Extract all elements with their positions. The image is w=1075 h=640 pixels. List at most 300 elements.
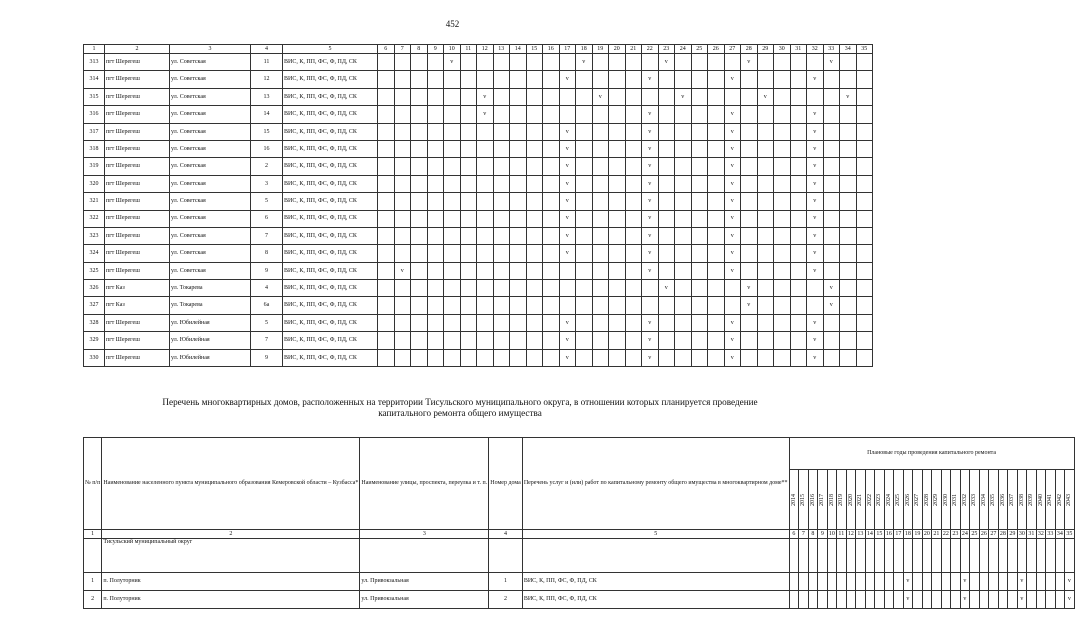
year-cell xyxy=(790,227,807,244)
year-cell xyxy=(827,573,837,591)
street-cell: ул. Советская xyxy=(170,210,251,227)
page-number: 452 xyxy=(445,19,460,29)
year-header xyxy=(865,470,875,530)
group-empty-cell xyxy=(818,539,828,573)
year-cell xyxy=(576,262,593,279)
column-number: 30 xyxy=(774,45,791,54)
year-cell xyxy=(774,245,791,262)
repair-mark: v xyxy=(559,332,576,349)
repair-mark: v xyxy=(807,140,824,157)
year-cell xyxy=(543,227,560,244)
column-number: 1 xyxy=(84,530,102,539)
year-label: 2033 xyxy=(971,493,978,506)
house-number-cell: 8 xyxy=(251,245,283,262)
year-cell xyxy=(790,314,807,331)
year-cell xyxy=(378,123,395,140)
year-cell xyxy=(807,88,824,105)
year-cell xyxy=(477,123,494,140)
column-number: 27 xyxy=(990,530,997,537)
year-cell xyxy=(394,297,411,314)
house-number-cell: 6а xyxy=(251,297,283,314)
year-cell xyxy=(741,123,758,140)
column-number: 12 xyxy=(477,45,494,54)
year-cell xyxy=(559,297,576,314)
year-cell xyxy=(708,71,725,88)
table-row xyxy=(84,349,873,366)
year-cell xyxy=(493,332,510,349)
column-number: 15 xyxy=(526,45,543,54)
repair-mark: v xyxy=(559,175,576,192)
street-cell: ул. Советская xyxy=(170,88,251,105)
year-cell xyxy=(477,140,494,157)
year-cell xyxy=(625,88,642,105)
street-cell: ул. Советская xyxy=(170,227,251,244)
house-number-cell: 7 xyxy=(251,227,283,244)
repair-mark: v xyxy=(724,106,741,123)
house-number-cell: 7 xyxy=(251,332,283,349)
year-cell xyxy=(510,314,527,331)
house-number-cell: 16 xyxy=(251,140,283,157)
year-cell xyxy=(427,158,444,175)
year-cell xyxy=(609,332,626,349)
year-cell xyxy=(875,573,885,591)
year-cell xyxy=(708,158,725,175)
year-header xyxy=(875,470,885,530)
year-cell xyxy=(846,573,856,591)
year-cell xyxy=(592,262,609,279)
year-cell xyxy=(427,106,444,123)
year-label: 2021 xyxy=(857,493,864,506)
table-row xyxy=(84,140,873,157)
column-number: 27 xyxy=(724,45,741,54)
year-cell xyxy=(823,106,840,123)
table-row xyxy=(84,332,873,349)
year-cell xyxy=(526,106,543,123)
year-cell xyxy=(444,158,461,175)
year-cell xyxy=(427,245,444,262)
year-cell xyxy=(625,210,642,227)
year-cell xyxy=(840,210,857,227)
year-cell xyxy=(526,88,543,105)
year-cell xyxy=(757,106,774,123)
services-cell: ВИС, К, ПП, ФС, Ф, ПД, СК xyxy=(283,193,378,210)
year-cell xyxy=(658,349,675,366)
year-cell xyxy=(609,175,626,192)
row-number: 314 xyxy=(84,71,105,88)
year-header xyxy=(1055,470,1065,530)
year-cell xyxy=(460,349,477,366)
house-number-cell: 3 xyxy=(251,175,283,192)
year-cell xyxy=(757,210,774,227)
year-cell xyxy=(691,54,708,71)
row-number: 322 xyxy=(84,210,105,227)
year-cell xyxy=(427,54,444,71)
year-label: 2029 xyxy=(933,493,940,506)
year-cell xyxy=(675,227,692,244)
year-cell xyxy=(592,332,609,349)
year-cell xyxy=(592,227,609,244)
year-cell xyxy=(823,140,840,157)
year-cell xyxy=(691,297,708,314)
year-cell xyxy=(427,262,444,279)
year-header xyxy=(998,470,1008,530)
repair-mark: v xyxy=(1017,573,1027,591)
year-cell xyxy=(1008,573,1018,591)
year-cell xyxy=(378,262,395,279)
year-cell xyxy=(576,106,593,123)
locality-cell: пгт Шерегеш xyxy=(105,71,170,88)
year-cell xyxy=(913,591,923,609)
column-number: 17 xyxy=(895,530,902,537)
services-cell: ВИС, К, ПП, ФС, Ф, ПД, СК xyxy=(283,245,378,262)
year-cell xyxy=(592,123,609,140)
group-empty-cell xyxy=(1036,539,1046,573)
year-cell xyxy=(411,227,428,244)
year-cell xyxy=(493,193,510,210)
column-number: 32 xyxy=(1037,530,1044,537)
repair-mark: v xyxy=(807,106,824,123)
year-cell xyxy=(790,262,807,279)
year-cell xyxy=(757,332,774,349)
repair-mark: v xyxy=(477,106,494,123)
group-empty-cell xyxy=(1017,539,1027,573)
year-cell xyxy=(576,332,593,349)
year-cell xyxy=(724,54,741,71)
year-cell xyxy=(477,245,494,262)
street-cell: ул. Советская xyxy=(170,106,251,123)
year-cell xyxy=(543,123,560,140)
group-empty-cell xyxy=(979,539,989,573)
group-empty-cell xyxy=(951,539,961,573)
year-cell xyxy=(708,210,725,227)
year-header xyxy=(932,470,942,530)
year-cell xyxy=(675,140,692,157)
table-row xyxy=(84,227,873,244)
year-label: 2016 xyxy=(809,493,816,506)
house-number-cell: 12 xyxy=(251,71,283,88)
year-cell xyxy=(394,71,411,88)
repair-mark: v xyxy=(576,54,593,71)
group-empty-cell xyxy=(875,539,885,573)
group-empty-cell xyxy=(865,539,875,573)
year-cell xyxy=(378,245,395,262)
street-cell: ул. Советская xyxy=(170,193,251,210)
repair-mark: v xyxy=(559,123,576,140)
year-cell xyxy=(799,573,809,591)
year-cell xyxy=(411,54,428,71)
year-cell xyxy=(460,158,477,175)
year-cell xyxy=(827,591,837,609)
column-number: 18 xyxy=(576,45,593,54)
repair-mark: v xyxy=(724,227,741,244)
year-cell xyxy=(856,245,873,262)
services-cell: ВИС, К, ПП, ФС, Ф, ПД, СК xyxy=(522,573,789,591)
table-header-row xyxy=(84,438,1075,470)
year-cell xyxy=(708,297,725,314)
year-cell xyxy=(675,71,692,88)
repair-mark: v xyxy=(807,175,824,192)
column-number: 5 xyxy=(522,530,789,539)
year-header xyxy=(913,470,923,530)
year-cell xyxy=(493,54,510,71)
year-cell xyxy=(840,140,857,157)
year-cell xyxy=(493,280,510,297)
repair-mark: v xyxy=(642,210,659,227)
year-cell xyxy=(808,591,818,609)
year-cell xyxy=(1046,573,1056,591)
street-cell: ул. Советская xyxy=(170,262,251,279)
year-cell xyxy=(444,332,461,349)
year-cell xyxy=(493,314,510,331)
year-cell xyxy=(526,175,543,192)
locality-cell: пгт Шерегеш xyxy=(105,349,170,366)
year-cell xyxy=(708,140,725,157)
year-cell xyxy=(691,349,708,366)
year-cell xyxy=(790,349,807,366)
year-cell xyxy=(932,573,942,591)
year-cell xyxy=(427,332,444,349)
year-cell xyxy=(675,175,692,192)
repair-schedule-table-continued xyxy=(83,44,873,367)
year-cell xyxy=(675,193,692,210)
year-cell xyxy=(427,227,444,244)
locality-cell: пгт Шерегеш xyxy=(105,140,170,157)
year-cell xyxy=(378,280,395,297)
column-number: 32 xyxy=(807,45,824,54)
repair-mark: v xyxy=(1065,573,1075,591)
street-cell: ул. Советская xyxy=(170,175,251,192)
year-cell xyxy=(741,245,758,262)
year-header xyxy=(1008,470,1018,530)
column-number: 31 xyxy=(1028,530,1035,537)
year-cell xyxy=(576,158,593,175)
table-row xyxy=(84,123,873,140)
year-cell xyxy=(875,591,885,609)
year-cell xyxy=(741,262,758,279)
year-cell xyxy=(411,262,428,279)
year-cell xyxy=(856,88,873,105)
year-cell xyxy=(789,573,799,591)
repair-mark: v xyxy=(559,140,576,157)
year-cell xyxy=(1036,573,1046,591)
year-cell xyxy=(427,88,444,105)
row-number: 328 xyxy=(84,314,105,331)
row-number: 320 xyxy=(84,175,105,192)
year-cell xyxy=(411,140,428,157)
year-header xyxy=(837,470,847,530)
street-cell: ул. Юбилейная xyxy=(170,314,251,331)
column-number: 14 xyxy=(510,45,527,54)
row-number: 316 xyxy=(84,106,105,123)
year-label: 2035 xyxy=(990,493,997,506)
year-cell xyxy=(790,88,807,105)
repair-mark: v xyxy=(642,193,659,210)
year-cell xyxy=(625,245,642,262)
column-number: 22 xyxy=(942,530,949,537)
year-cell xyxy=(979,573,989,591)
services-cell: ВИС, К, ПП, ФС, Ф, ПД, СК xyxy=(283,54,378,71)
year-label: 2019 xyxy=(838,493,845,506)
year-cell xyxy=(774,140,791,157)
year-cell xyxy=(460,106,477,123)
table-row xyxy=(84,175,873,192)
house-number-cell: 15 xyxy=(251,123,283,140)
house-number-cell: 5 xyxy=(251,193,283,210)
column-number: 16 xyxy=(543,45,560,54)
repair-mark: v xyxy=(807,332,824,349)
year-cell xyxy=(411,280,428,297)
repair-mark: v xyxy=(823,280,840,297)
column-number: 10 xyxy=(828,530,835,537)
repair-mark: v xyxy=(642,227,659,244)
year-label: 2032 xyxy=(961,493,968,506)
year-cell xyxy=(708,88,725,105)
year-cell xyxy=(856,332,873,349)
repair-mark: v xyxy=(903,573,913,591)
year-cell xyxy=(691,123,708,140)
year-cell xyxy=(394,140,411,157)
row-number: 1 xyxy=(84,573,102,591)
year-cell xyxy=(543,210,560,227)
group-empty-cell xyxy=(884,539,894,573)
year-cell xyxy=(840,349,857,366)
repair-mark: v xyxy=(394,262,411,279)
year-cell xyxy=(708,54,725,71)
year-cell xyxy=(378,193,395,210)
year-cell xyxy=(394,227,411,244)
group-empty-cell xyxy=(922,539,932,573)
year-cell xyxy=(394,314,411,331)
year-cell xyxy=(856,349,873,366)
year-header xyxy=(979,470,989,530)
year-cell xyxy=(658,71,675,88)
year-cell xyxy=(625,54,642,71)
header-house: Номер дома xyxy=(489,438,523,530)
year-cell xyxy=(837,591,847,609)
year-cell xyxy=(609,349,626,366)
repair-mark: v xyxy=(642,106,659,123)
year-cell xyxy=(757,175,774,192)
year-cell xyxy=(411,349,428,366)
year-cell xyxy=(510,227,527,244)
year-cell xyxy=(691,210,708,227)
locality-cell: пгт Шерегеш xyxy=(105,314,170,331)
year-cell xyxy=(823,349,840,366)
year-cell xyxy=(394,210,411,227)
year-cell xyxy=(477,54,494,71)
year-cell xyxy=(790,297,807,314)
services-cell: ВИС, К, ПП, ФС, Ф, ПД, СК xyxy=(283,227,378,244)
year-cell xyxy=(625,297,642,314)
year-cell xyxy=(642,280,659,297)
repair-mark: v xyxy=(559,158,576,175)
year-cell xyxy=(1036,591,1046,609)
year-label: 2024 xyxy=(885,493,892,506)
year-cell xyxy=(493,245,510,262)
column-number: 13 xyxy=(493,45,510,54)
year-cell xyxy=(411,175,428,192)
services-cell: ВИС, К, ПП, ФС, Ф, ПД, СК xyxy=(283,210,378,227)
year-label: 2030 xyxy=(942,493,949,506)
header-locality: Наименование населенного пункта муниципального образования Кемеровской области – Кузбасса* xyxy=(102,438,360,530)
year-cell xyxy=(510,297,527,314)
locality-cell: пгт Шерегеш xyxy=(105,227,170,244)
year-cell xyxy=(790,332,807,349)
year-cell xyxy=(790,106,807,123)
header-num: № п/п xyxy=(84,438,102,530)
house-number-cell: 2 xyxy=(489,591,523,609)
year-cell xyxy=(691,71,708,88)
column-number: 5 xyxy=(283,45,378,54)
year-cell xyxy=(609,245,626,262)
repair-schedule-table xyxy=(83,437,1075,609)
year-cell xyxy=(444,175,461,192)
street-cell: ул. Советская xyxy=(170,54,251,71)
year-cell xyxy=(543,280,560,297)
year-cell xyxy=(757,314,774,331)
year-cell xyxy=(592,158,609,175)
year-cell xyxy=(658,227,675,244)
year-cell xyxy=(790,245,807,262)
repair-mark: v xyxy=(807,210,824,227)
year-cell xyxy=(592,245,609,262)
year-cell xyxy=(609,227,626,244)
year-cell xyxy=(1008,591,1018,609)
year-cell xyxy=(658,88,675,105)
year-cell xyxy=(840,332,857,349)
group-empty-cell xyxy=(998,539,1008,573)
column-number: 1 xyxy=(84,45,105,54)
table-row xyxy=(84,573,1075,591)
year-cell xyxy=(460,297,477,314)
year-cell xyxy=(592,106,609,123)
year-cell xyxy=(493,158,510,175)
column-number: 24 xyxy=(675,45,692,54)
year-cell xyxy=(951,573,961,591)
year-cell xyxy=(757,297,774,314)
year-label: 2027 xyxy=(914,493,921,506)
year-cell xyxy=(543,54,560,71)
year-cell xyxy=(691,193,708,210)
column-number: 7 xyxy=(394,45,411,54)
house-number-cell: 2 xyxy=(251,158,283,175)
column-number: 20 xyxy=(609,45,626,54)
locality-cell: пгт Шерегеш xyxy=(105,123,170,140)
row-number: 315 xyxy=(84,88,105,105)
year-cell xyxy=(691,245,708,262)
year-cell xyxy=(741,349,758,366)
year-cell xyxy=(394,106,411,123)
year-cell xyxy=(559,54,576,71)
locality-cell: пгт Шерегеш xyxy=(105,88,170,105)
repair-mark: v xyxy=(642,314,659,331)
year-cell xyxy=(998,591,1008,609)
column-number: 3 xyxy=(170,45,251,54)
year-cell xyxy=(625,262,642,279)
column-number: 33 xyxy=(1047,530,1054,537)
repair-mark: v xyxy=(559,349,576,366)
year-cell xyxy=(394,349,411,366)
column-number: 21 xyxy=(625,45,642,54)
services-cell: ВИС, К, ПП, ФС, Ф, ПД, СК xyxy=(283,123,378,140)
year-cell xyxy=(543,193,560,210)
services-cell: ВИС, К, ПП, ФС, Ф, ПД, СК xyxy=(283,349,378,366)
row-number: 317 xyxy=(84,123,105,140)
column-number: 30 xyxy=(1018,530,1025,537)
year-cell xyxy=(894,573,904,591)
repair-mark: v xyxy=(642,349,659,366)
year-cell xyxy=(856,262,873,279)
